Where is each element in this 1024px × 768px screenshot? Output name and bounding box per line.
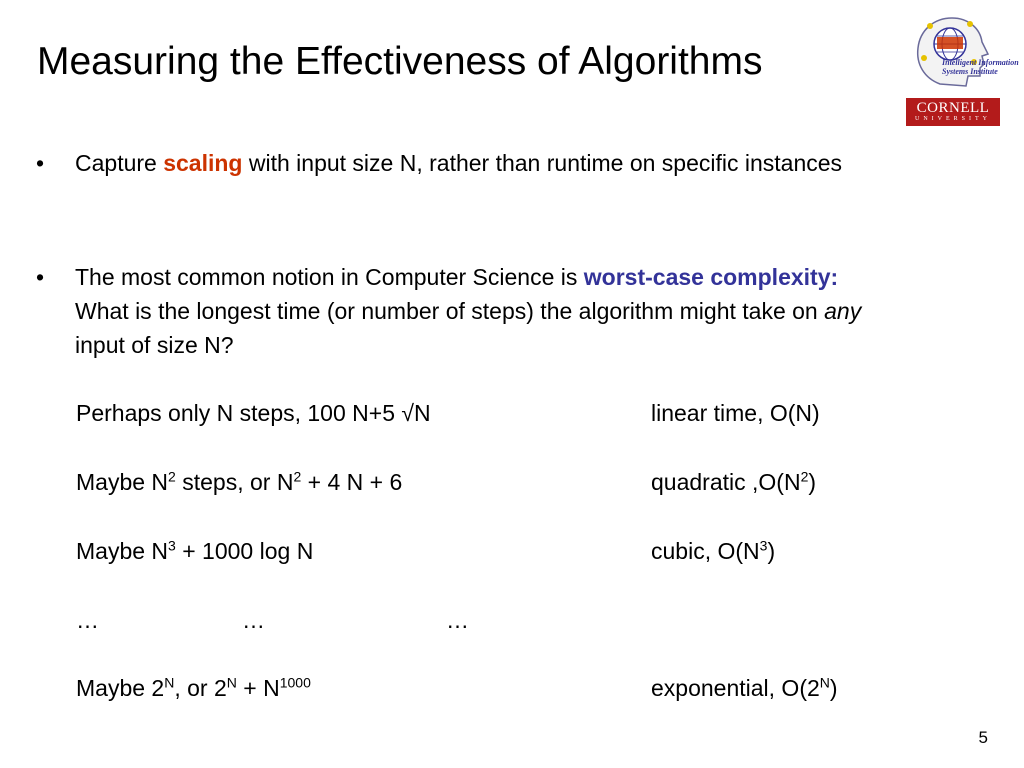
bullet-worst-case <box>36 260 881 362</box>
page-number: 5 <box>978 728 988 747</box>
cornell-logo: CORNELL UNIVERSITY <box>906 98 1000 126</box>
complexity-row-cubic <box>76 534 776 568</box>
complexity-class: cubic, $O(N^3)$ <box>651 537 776 564</box>
iisi-head-globe-icon <box>910 14 1008 90</box>
complexity-class: quadratic $,O(N^2)$ <box>651 468 817 495</box>
iisi-logo-text: Intelligent Information Systems Institute <box>942 58 1019 76</box>
scaling-highlight: scaling <box>163 150 243 176</box>
complexity-expression: Maybe $N^3 + 1000$ log N <box>76 537 314 564</box>
complexity-row-linear <box>76 396 820 430</box>
any-emphasis: any <box>824 298 862 324</box>
complexity-class: exponential, $O(2^N)$ <box>651 674 838 701</box>
bullet-marker: • <box>36 150 45 176</box>
bullet-scaling <box>36 146 881 180</box>
bullet-text: Capture scaling with input size N, rather than runtime on specific instances <box>75 150 843 176</box>
bullet-marker: • <box>36 264 45 290</box>
slide-title: Measuring the Effectiveness of Algorithms <box>37 40 763 83</box>
complexity-class: linear time, O(N) <box>651 400 820 426</box>
complexity-expression: Perhaps only N steps, 100 N+5 √N <box>76 400 431 426</box>
complexity-row-quadratic <box>76 465 817 499</box>
bullet-text: The most common notion in Computer Science is worst-case complexity: What is the longest time (or number of steps) the algorithm might take on any input of size N? <box>75 264 862 358</box>
ellipsis: … <box>446 607 469 633</box>
complexity-expression: Maybe $N^2$ steps, or $N^2 + 4$ N + 6 <box>76 468 403 495</box>
ellipsis: … <box>76 607 99 633</box>
complexity-row-exponential <box>76 671 838 705</box>
worst-case-highlight: worst-case complexity: <box>583 264 839 290</box>
ellipsis: … <box>242 607 265 633</box>
complexity-expression: Maybe $2^N$, or $2^N + N^{1000}$ <box>76 674 311 701</box>
